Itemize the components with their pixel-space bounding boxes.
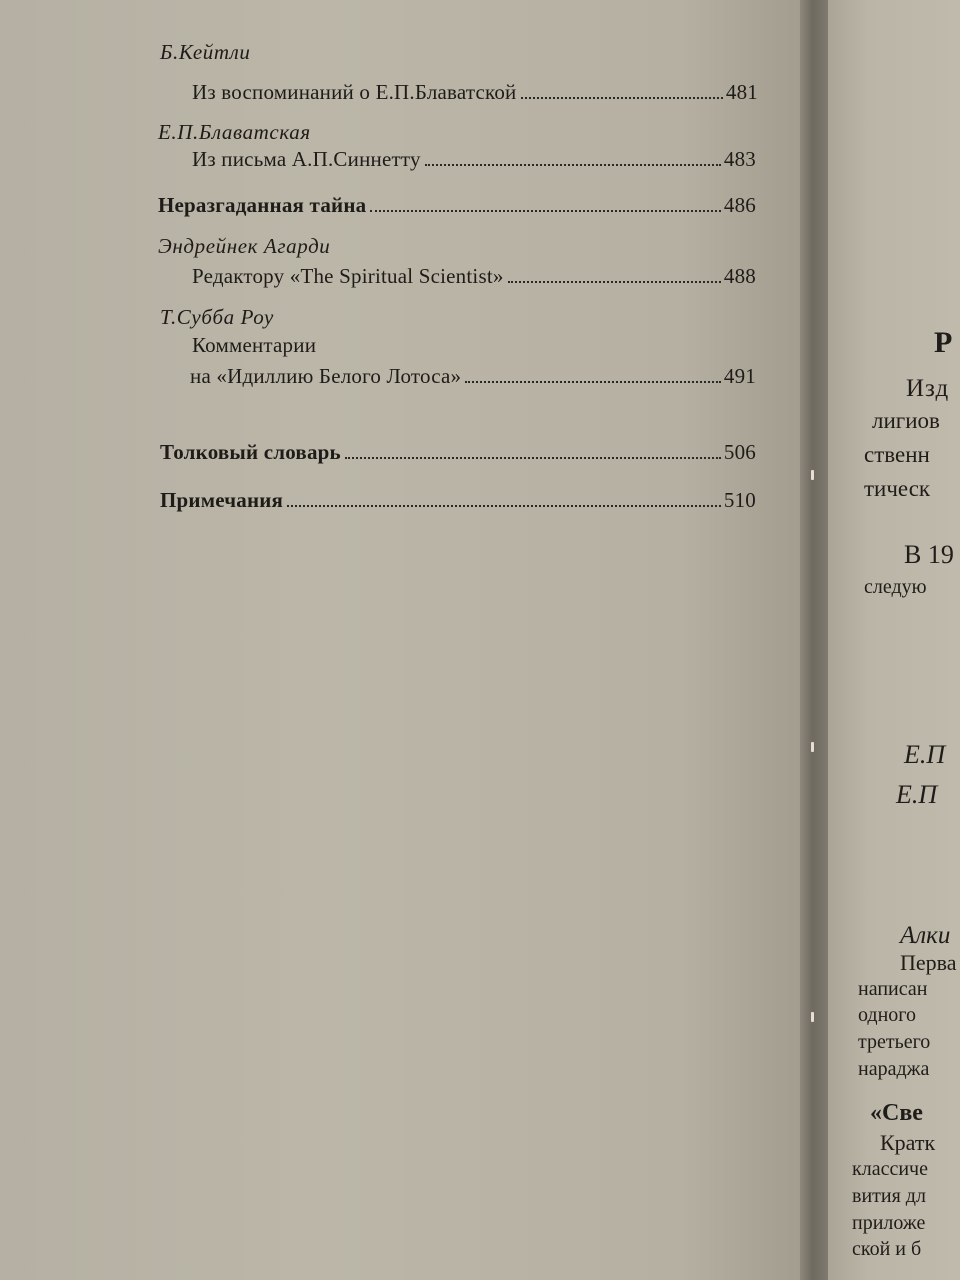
dot-leader — [287, 505, 721, 507]
toc-entry — [158, 193, 756, 218]
toc-page-number: 491 — [723, 364, 756, 388]
binding-stitch — [811, 1012, 814, 1022]
toc-entry — [192, 80, 758, 105]
toc-page-number: 510 — [723, 488, 756, 512]
right-page-heading: Р — [934, 326, 953, 359]
right-page-text: приложе — [852, 1212, 926, 1234]
toc-title: Из воспоминаний о Е.П.Блаватской — [192, 80, 517, 104]
right-page-text: лигиов — [872, 408, 940, 433]
toc-author: Эндрейнек Агарди — [158, 234, 331, 258]
right-page-text: Перва — [900, 950, 957, 975]
toc-title: Комментарии — [192, 333, 317, 357]
book-gutter — [800, 0, 828, 1280]
toc-page-number: 483 — [723, 147, 756, 171]
right-page — [828, 0, 960, 1280]
right-page-text: Изд — [906, 375, 950, 402]
right-page-author: Алки — [900, 922, 951, 949]
toc-entry — [192, 147, 756, 172]
right-page-text: следую — [864, 576, 927, 598]
toc-page-number: 506 — [723, 440, 756, 464]
toc-title: Неразгаданная тайна — [158, 193, 367, 217]
toc-title: Толковый словарь — [160, 440, 341, 464]
toc-title: Из письма А.П.Синнетту — [192, 147, 421, 171]
toc-page-number: 488 — [723, 264, 756, 288]
right-page-heading: «Све — [870, 1100, 923, 1126]
dot-leader — [425, 164, 721, 166]
toc-entry — [160, 488, 756, 513]
toc-title: Редактору «The Spiritual Scientist» — [192, 264, 504, 288]
right-page-text: третьего — [858, 1031, 931, 1053]
right-page-text: ской и б — [852, 1238, 922, 1260]
right-page-text: тическ — [864, 476, 931, 501]
dot-leader — [370, 210, 721, 212]
toc-page-number: 486 — [723, 193, 756, 217]
dot-leader — [345, 457, 721, 459]
toc-entry — [190, 364, 756, 389]
right-page-text: ственн — [864, 442, 930, 467]
dot-leader — [508, 281, 721, 283]
right-page-text: классиче — [852, 1158, 928, 1180]
right-page-text: одного — [858, 1004, 917, 1026]
toc-entry-line1 — [192, 333, 316, 358]
toc-entry — [160, 440, 756, 465]
right-page-author: Е.П — [904, 740, 946, 769]
toc-author: Т.Субба Роу — [160, 305, 274, 329]
dot-leader — [521, 97, 723, 99]
toc-title: Примечания — [160, 488, 284, 512]
toc-page-number: 481 — [725, 80, 758, 104]
right-page-author: Е.П — [896, 780, 938, 809]
right-page-text: вития дл — [852, 1185, 926, 1207]
dot-leader — [465, 381, 721, 383]
toc-author: Б.Кейтли — [160, 40, 251, 64]
toc-entry — [192, 264, 756, 289]
right-page-text: Кратк — [880, 1130, 936, 1155]
right-page-text: нараджа — [858, 1058, 930, 1080]
binding-stitch — [811, 742, 814, 752]
binding-stitch — [811, 470, 814, 480]
right-page-text: написан — [858, 978, 928, 1000]
toc-title: на «Идиллию Белого Лотоса» — [190, 364, 462, 388]
right-page-text: В 19 — [904, 540, 954, 569]
toc-author: Е.П.Блаватская — [158, 120, 311, 144]
